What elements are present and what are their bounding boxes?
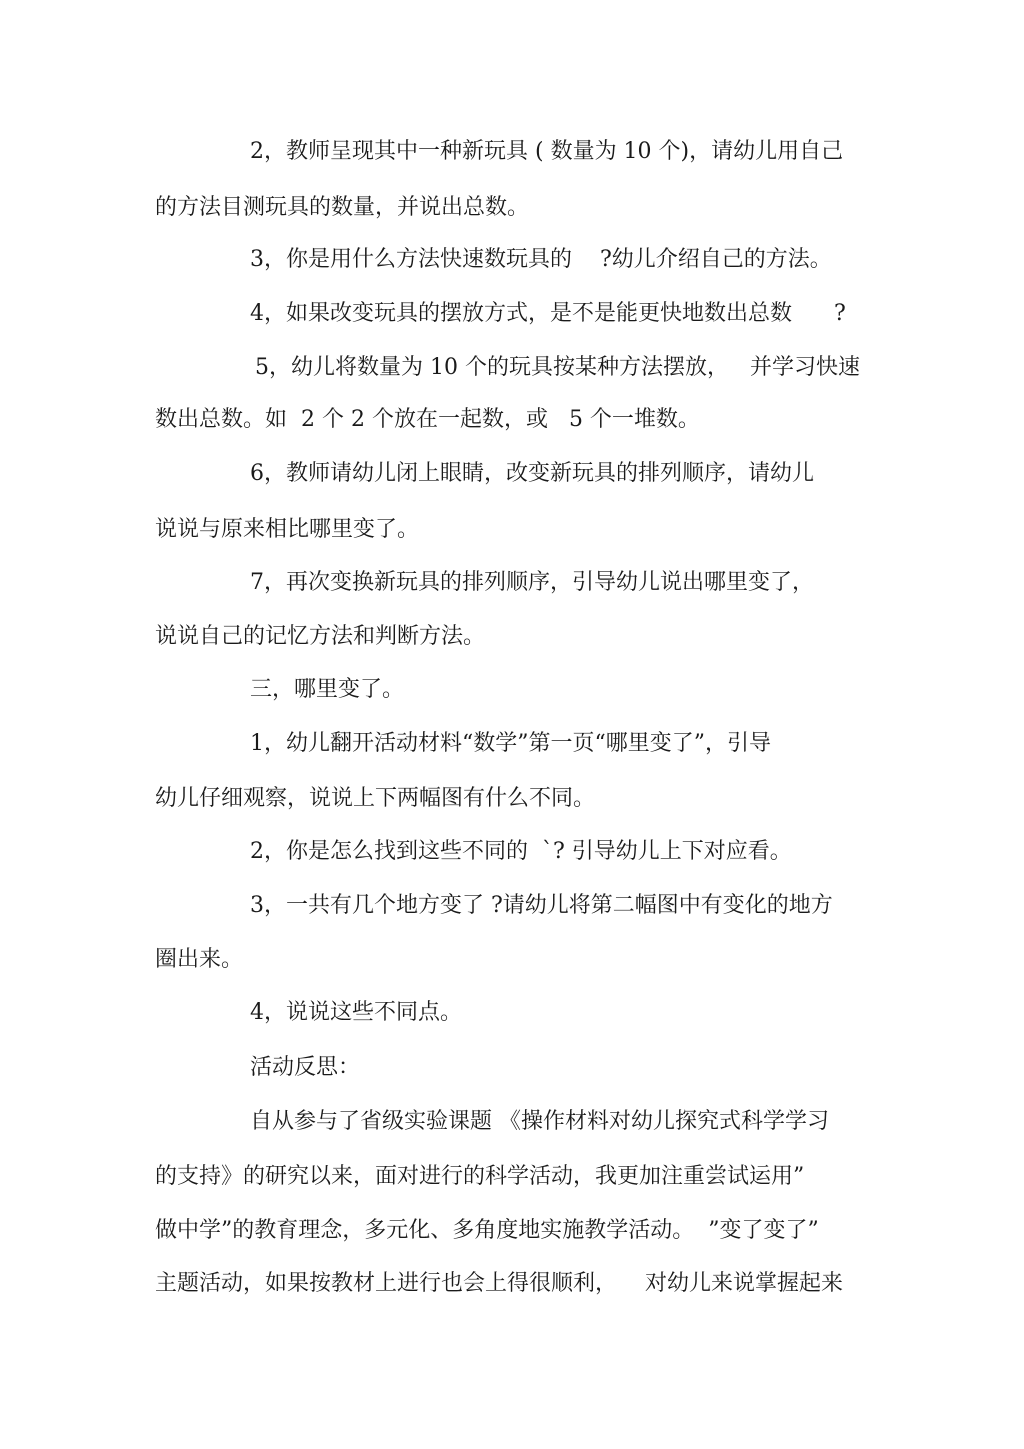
text-line: 2，教师呈现其中一种新玩具 ( 数量为 10 个)，请幼儿用自己 [250,139,844,164]
text-line: 数出总数。如 2 个 2 个放在一起数，或 5 个一堆数。 [155,407,700,432]
section-heading: 三，哪里变了。 [250,677,405,702]
text-line: 说说与原来相比哪里变了。 [155,517,420,542]
text-line: 1，幼儿翻开活动材料“数学”第一页“哪里变了”，引导 [250,731,771,756]
text-line: 主题活动，如果按教材上进行也会上得很顺利， 对幼儿来说掌握起来 [155,1271,843,1296]
text-line: 说说自己的记忆方法和判断方法。 [155,624,486,649]
text-line: 3，你是用什么方法快速数玩具的 ?幼儿介绍自己的方法。 [250,247,832,272]
text-line: 4，说说这些不同点。 [250,1000,462,1025]
text-line: 的支持》的研究以来，面对进行的科学活动，我更加注重尝试运用” [155,1164,805,1189]
text-line: 4，如果改变玩具的摆放方式，是不是能更快地数出总数 ? [250,301,846,326]
section-heading: 活动反思： [250,1055,361,1080]
text-line: 6，教师请幼儿闭上眼睛，改变新玩具的排列顺序，请幼儿 [250,461,814,486]
text-line: 做中学”的教育理念，多元化、多角度地实施教学活动。 ”变了变了” [155,1218,819,1243]
text-line: 3，一共有几个地方变了 ?请幼儿将第二幅图中有变化的地方 [250,893,833,918]
text-line: 2，你是怎么找到这些不同的 `? 引导幼儿上下对应看。 [250,839,792,864]
text-line: 自从参与了省级实验课题 《操作材料对幼儿探究式科学学习 [250,1109,829,1134]
text-line: 5，幼儿将数量为 10 个的玩具按某种方法摆放， 并学习快速 [255,355,860,380]
text-line: 的方法目测玩具的数量，并说出总数。 [155,195,530,220]
text-line: 幼儿仔细观察，说说上下两幅图有什么不同。 [155,786,596,811]
text-line: 圈出来。 [155,947,244,972]
text-line: 7，再次变换新玩具的排列顺序，引导幼儿说出哪里变了， [250,570,814,595]
